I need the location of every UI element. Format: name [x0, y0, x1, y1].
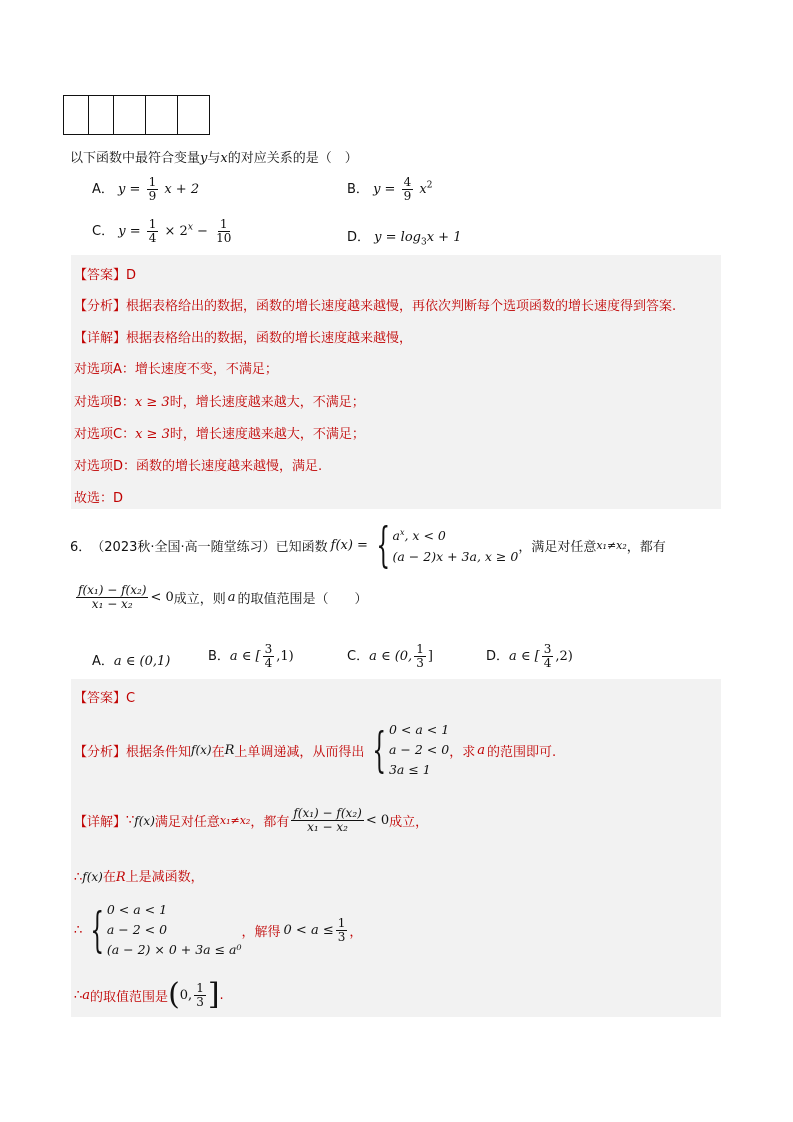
q6-analysis: 【分析】 根据条件知 f(x) 在 R 上单调递减，从而得出 { 0 < a < 1 a − 2 < 0 3a ≤ 1 ，求 a 的范围即可. — [74, 722, 557, 778]
system-brace: { 0 < a < 1 a − 2 < 0 (a − 2) × 0 + 3a ≤ a⁰ — [90, 902, 242, 958]
fraction: $\frac{3}{4}$ — [264, 642, 273, 670]
q5-option-d[interactable]: D． $y = \log_3x + 1$ — [347, 230, 462, 248]
fraction: $\frac{1}{3}$ — [416, 642, 424, 670]
q6-stem: 6． （2023秋·全国·高一随堂练习）已知函数 f(x) = { $a^x$, x < 0 (a − 2)x + 3a, x ≥ 0 ，满足对任意 x₁≠x₂ ，都有 — [70, 517, 666, 573]
table-cell — [114, 96, 146, 135]
fraction: $\frac{1}{4}$ — [148, 217, 157, 245]
q6-system-solve: ∴ { 0 < a < 1 a − 2 < 0 (a − 2) × 0 + 3a ≤ a⁰ ，解得 0 < a ≤ $\frac{1}{3}$ ， — [74, 902, 363, 958]
table-cell — [64, 96, 89, 135]
q6-detail: 【详解】 ∵ f(x) 满足对任意 x₁≠x₂ ，都有 $\frac{\text{f(x₁) − f(x₂)}}{\text{x₁ − x₂}}$ < 0 成立， — [74, 806, 429, 834]
q5-detail: 【详解】根据表格给出的数据，函数的增长速度越来越慢， — [74, 331, 413, 346]
fraction: $\frac{1}{3}$ — [196, 980, 204, 1009]
q6-option-d[interactable]: D．a ∈ [ $\frac{3}{4}$ ,2) — [486, 642, 573, 670]
table-cell — [178, 96, 210, 135]
q6-option-c[interactable]: C．a ∈ (0, $\frac{1}{3}$ ] — [347, 642, 433, 670]
piecewise-brace: { $a^x$, x < 0 (a − 2)x + 3a, x ≥ 0 — [376, 517, 519, 573]
q5-option-c[interactable]: C． y = $\frac{1}{4}$ × $2^x$ − $\frac{1}{10}$ — [92, 217, 232, 245]
q5-option-a[interactable]: A． y = $\frac{1}{9}$ x + 2 — [92, 175, 200, 203]
fraction: $\frac{\text{f(x₁) − f(x₂)}}{\text{x₁ − x₂}}$ — [293, 806, 362, 834]
data-table — [63, 95, 210, 135]
fraction: $\frac{4}{9}$ — [403, 175, 412, 203]
q5-detail-line-b: 对选项B：x ≥ 3时，增长速度越来越大，不满足； — [74, 395, 365, 410]
q5-stem: 以下函数中最符合变量y与x的对应关系的是（ ） — [70, 151, 358, 166]
fraction: $\frac{3}{4}$ — [543, 642, 552, 670]
q5-detail-line-a: 对选项A：增长速度不变，不满足； — [74, 362, 278, 377]
q5-detail-line-d: 对选项D：函数的增长速度越来越慢，满足. — [74, 459, 323, 474]
table-cell — [89, 96, 114, 135]
q6-option-a[interactable]: A．a ∈ (0,1) — [92, 654, 171, 669]
fraction: $\frac{1}{3}$ — [337, 915, 346, 944]
system-brace: { 0 < a < 1 a − 2 < 0 3a ≤ 1 — [372, 722, 450, 778]
fraction: $\frac{\text{f(x₁) − f(x₂)}}{\text{x₁ − x₂}}$ — [78, 583, 147, 611]
q6-range: ∴ a 的取值范围是 ( 0, $\frac{1}{3}$ ] . — [74, 977, 224, 1012]
fraction: $\frac{1}{10}$ — [216, 217, 232, 245]
fraction: $\frac{1}{9}$ — [148, 175, 157, 203]
q5-option-b[interactable]: B． y = $\frac{4}{9}$ $x^2$ — [347, 175, 433, 203]
q6-answer: 【答案】C — [74, 691, 136, 706]
q5-conclusion: 故选：D — [74, 491, 124, 506]
q5-detail-line-c: 对选项C：x ≥ 3时，增长速度越来越大，不满足； — [74, 427, 365, 442]
table-cell — [146, 96, 178, 135]
q5-answer: 【答案】D — [74, 268, 137, 283]
q6-stem-line2: $\frac{\text{f(x₁) − f(x₂)}}{\text{x₁ − x₂}}$ < 0 成立，则 a 的取值范围是（ ） — [78, 583, 368, 611]
q6-option-b[interactable]: B．a ∈ [ $\frac{3}{4}$ ,1) — [208, 642, 294, 670]
q6-decreasing: ∴f(x)在R上是减函数， — [74, 870, 204, 885]
q5-analysis: 【分析】根据表格给出的数据，函数的增长速度越来越慢，再依次判断每个选项函数的增长速度得到答案. — [74, 299, 677, 314]
